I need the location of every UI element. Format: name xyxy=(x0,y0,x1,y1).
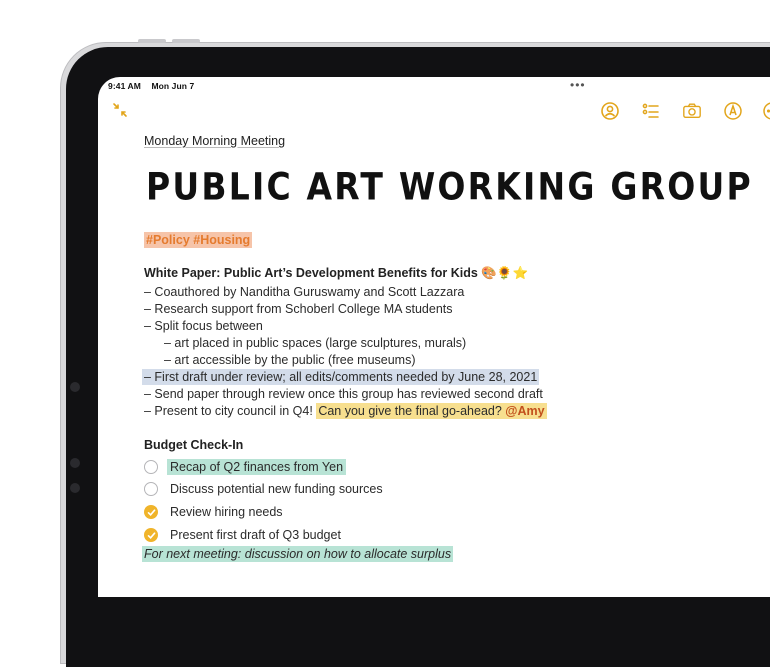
mention-amy[interactable]: @Amy xyxy=(505,404,545,418)
sub-list-item: – art accessible by the public (free museums) xyxy=(164,353,416,367)
share-collaborate-icon[interactable] xyxy=(600,101,620,121)
checklist-item xyxy=(144,482,383,496)
list-item-text: – Present to city council in Q4! xyxy=(144,404,313,418)
sub-list-item: – art placed in public spaces (large sculptures, murals) xyxy=(164,336,467,350)
next-meeting-note: For next meeting: discussion on how to allocate surplus xyxy=(144,547,452,561)
highlighted-question xyxy=(316,403,546,419)
side-sensor xyxy=(70,458,80,468)
checkbox-unchecked[interactable] xyxy=(144,460,158,474)
volume-button xyxy=(138,39,166,43)
question-text: Can you give the final go-ahead? xyxy=(318,404,502,418)
checklist-item-label: Recap of Q2 finances from Yen xyxy=(167,459,346,475)
status-time: 9:41 AM xyxy=(108,81,141,91)
list-item: – Send paper through review once this group has reviewed second draft xyxy=(144,387,543,401)
list-item xyxy=(144,370,539,384)
list-item: – Split focus between xyxy=(144,319,263,333)
side-sensor xyxy=(70,382,80,392)
meeting-label: Monday Morning Meeting xyxy=(144,134,286,148)
checkmark-icon xyxy=(147,531,156,540)
checkmark-icon xyxy=(147,508,156,517)
note-title: PUBLIC ART WORKING GROUP xyxy=(146,165,753,209)
notes-screen xyxy=(98,77,770,597)
status-bar xyxy=(108,81,202,91)
checklist-item-label: Review hiring needs xyxy=(170,505,283,519)
markup-pen-icon[interactable] xyxy=(723,101,743,121)
checklist-item xyxy=(144,505,283,519)
checkbox-unchecked[interactable] xyxy=(144,482,158,496)
volume-button xyxy=(172,39,200,43)
list-item: – Coauthored by Nanditha Guruswamy and Scott Lazzara xyxy=(144,285,465,299)
collapse-icon[interactable] xyxy=(110,100,130,120)
tags-highlight[interactable]: #Policy #Housing xyxy=(146,233,251,247)
camera-icon[interactable] xyxy=(682,101,702,121)
checklist-item-label: Present first draft of Q3 budget xyxy=(170,528,341,542)
checkbox-checked[interactable] xyxy=(144,505,158,519)
status-date: Mon Jun 7 xyxy=(151,81,195,91)
white-paper-heading: White Paper: Public Art’s Development Benefits for Kids 🎨🌻⭐ xyxy=(144,266,529,280)
more-icon[interactable] xyxy=(762,101,770,121)
list-item: – Research support from Schoberl College MA students xyxy=(144,302,453,316)
highlighted-deadline: – First draft under review; all edits/comments needed by June 28, 2021 xyxy=(144,370,538,384)
side-sensor xyxy=(70,483,80,493)
checklist-item xyxy=(144,459,346,475)
budget-heading: Budget Check-In xyxy=(144,438,244,452)
checklist-item-label: Discuss potential new funding sources xyxy=(170,482,383,496)
list-item xyxy=(144,404,547,418)
multitasking-indicator[interactable]: ••• xyxy=(570,78,586,92)
checklist-icon[interactable] xyxy=(641,101,661,121)
checkbox-checked[interactable] xyxy=(144,528,158,542)
checklist-item xyxy=(144,528,341,542)
